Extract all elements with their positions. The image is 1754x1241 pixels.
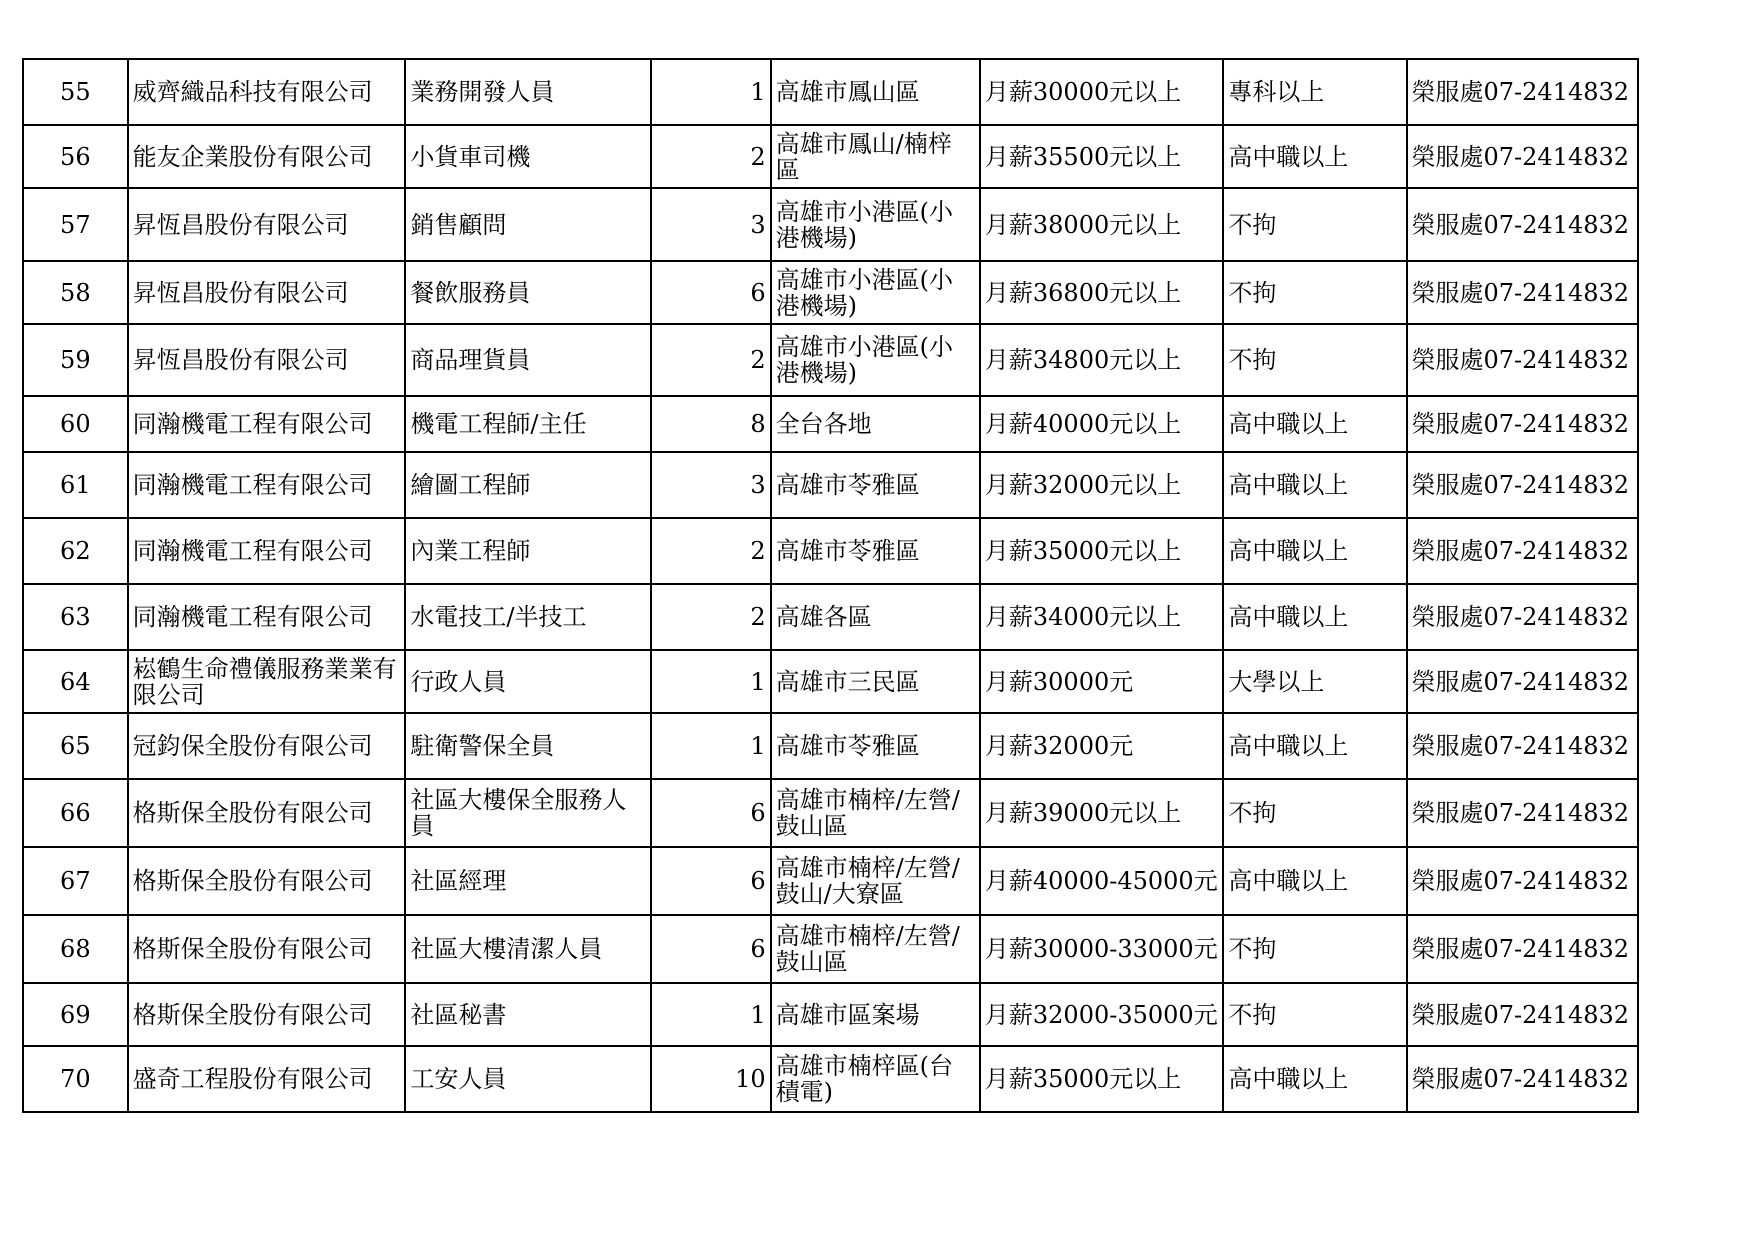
cell-openings: 1: [651, 650, 771, 713]
cell-company: 同瀚機電工程有限公司: [128, 584, 406, 650]
cell-salary: 月薪38000元以上: [980, 188, 1224, 261]
cell-education: 高中職以上: [1223, 518, 1406, 584]
table-row: [23, 59, 1638, 125]
table-row: [23, 518, 1638, 584]
table-row: [23, 396, 1638, 452]
cell-location: 高雄市三民區: [771, 650, 980, 713]
cell-education: 大學以上: [1223, 650, 1406, 713]
cell-openings: 10: [651, 1046, 771, 1112]
cell-job-title: 社區經理: [405, 847, 651, 915]
cell-salary: 月薪36800元以上: [980, 261, 1224, 324]
cell-salary: 月薪35000元以上: [980, 518, 1224, 584]
table-body: [23, 59, 1638, 1112]
cell-location: 高雄市鳳山區: [771, 59, 980, 125]
cell-company: 冠鈞保全股份有限公司: [128, 713, 406, 779]
cell-education: 不拘: [1223, 915, 1406, 983]
cell-number: 66: [23, 779, 128, 847]
cell-location: 高雄市苓雅區: [771, 713, 980, 779]
cell-education: 專科以上: [1223, 59, 1406, 125]
cell-company: 威齊織品科技有限公司: [128, 59, 406, 125]
cell-company: 能友企業股份有限公司: [128, 125, 406, 188]
cell-company: 格斯保全股份有限公司: [128, 915, 406, 983]
cell-contact: 榮服處07-2414832: [1407, 650, 1638, 713]
cell-education: 高中職以上: [1223, 847, 1406, 915]
cell-openings: 1: [651, 713, 771, 779]
cell-salary: 月薪40000-45000元: [980, 847, 1224, 915]
cell-company: 格斯保全股份有限公司: [128, 983, 406, 1046]
cell-number: 56: [23, 125, 128, 188]
cell-location: 高雄市楠梓/左營/鼓山區: [771, 915, 980, 983]
cell-job-title: 小貨車司機: [405, 125, 651, 188]
cell-job-title: 駐衛警保全員: [405, 713, 651, 779]
cell-education: 高中職以上: [1223, 396, 1406, 452]
cell-openings: 6: [651, 779, 771, 847]
cell-openings: 6: [651, 847, 771, 915]
cell-salary: 月薪35500元以上: [980, 125, 1224, 188]
cell-job-title: 商品理貨員: [405, 324, 651, 396]
cell-company: 昇恆昌股份有限公司: [128, 324, 406, 396]
cell-education: 高中職以上: [1223, 713, 1406, 779]
cell-job-title: 社區大樓清潔人員: [405, 915, 651, 983]
cell-salary: 月薪32000元: [980, 713, 1224, 779]
cell-salary: 月薪39000元以上: [980, 779, 1224, 847]
table-row: [23, 261, 1638, 324]
cell-number: 68: [23, 915, 128, 983]
cell-contact: 榮服處07-2414832: [1407, 983, 1638, 1046]
cell-contact: 榮服處07-2414832: [1407, 125, 1638, 188]
cell-salary: 月薪30000元: [980, 650, 1224, 713]
job-listing-table: [22, 58, 1639, 1113]
cell-education: 高中職以上: [1223, 1046, 1406, 1112]
cell-location: 高雄市苓雅區: [771, 518, 980, 584]
cell-contact: 榮服處07-2414832: [1407, 1046, 1638, 1112]
cell-contact: 榮服處07-2414832: [1407, 847, 1638, 915]
cell-contact: 榮服處07-2414832: [1407, 452, 1638, 518]
cell-contact: 榮服處07-2414832: [1407, 59, 1638, 125]
cell-location: 高雄市小港區(小港機場): [771, 261, 980, 324]
table-row: [23, 779, 1638, 847]
cell-salary: 月薪32000-35000元: [980, 983, 1224, 1046]
cell-contact: 榮服處07-2414832: [1407, 915, 1638, 983]
cell-contact: 榮服處07-2414832: [1407, 188, 1638, 261]
cell-company: 格斯保全股份有限公司: [128, 779, 406, 847]
cell-company: 格斯保全股份有限公司: [128, 847, 406, 915]
cell-salary: 月薪34800元以上: [980, 324, 1224, 396]
cell-company: 昇恆昌股份有限公司: [128, 261, 406, 324]
table-row: [23, 713, 1638, 779]
cell-number: 62: [23, 518, 128, 584]
cell-company: 同瀚機電工程有限公司: [128, 396, 406, 452]
cell-openings: 1: [651, 983, 771, 1046]
cell-location: 高雄市小港區(小港機場): [771, 324, 980, 396]
cell-location: 全台各地: [771, 396, 980, 452]
cell-education: 不拘: [1223, 261, 1406, 324]
cell-location: 高雄市區案場: [771, 983, 980, 1046]
cell-openings: 2: [651, 584, 771, 650]
cell-number: 67: [23, 847, 128, 915]
cell-job-title: 社區大樓保全服務人員: [405, 779, 651, 847]
cell-contact: 榮服處07-2414832: [1407, 779, 1638, 847]
cell-number: 58: [23, 261, 128, 324]
cell-number: 59: [23, 324, 128, 396]
cell-contact: 榮服處07-2414832: [1407, 584, 1638, 650]
cell-salary: 月薪30000元以上: [980, 59, 1224, 125]
cell-contact: 榮服處07-2414832: [1407, 713, 1638, 779]
table-row: [23, 584, 1638, 650]
cell-job-title: 水電技工/半技工: [405, 584, 651, 650]
cell-company: 同瀚機電工程有限公司: [128, 452, 406, 518]
cell-location: 高雄市小港區(小港機場): [771, 188, 980, 261]
cell-number: 65: [23, 713, 128, 779]
cell-openings: 1: [651, 59, 771, 125]
cell-company: 盛奇工程股份有限公司: [128, 1046, 406, 1112]
cell-contact: 榮服處07-2414832: [1407, 396, 1638, 452]
cell-contact: 榮服處07-2414832: [1407, 518, 1638, 584]
cell-salary: 月薪30000-33000元: [980, 915, 1224, 983]
cell-job-title: 行政人員: [405, 650, 651, 713]
cell-number: 57: [23, 188, 128, 261]
cell-openings: 8: [651, 396, 771, 452]
cell-location: 高雄市楠梓/左營/鼓山區: [771, 779, 980, 847]
table-row: [23, 983, 1638, 1046]
cell-openings: 6: [651, 915, 771, 983]
cell-location: 高雄市鳳山/楠梓區: [771, 125, 980, 188]
cell-job-title: 業務開發人員: [405, 59, 651, 125]
cell-education: 不拘: [1223, 779, 1406, 847]
cell-openings: 2: [651, 324, 771, 396]
cell-job-title: 銷售顧問: [405, 188, 651, 261]
cell-salary: 月薪40000元以上: [980, 396, 1224, 452]
cell-education: 高中職以上: [1223, 125, 1406, 188]
cell-education: 高中職以上: [1223, 584, 1406, 650]
cell-openings: 2: [651, 518, 771, 584]
cell-location: 高雄市苓雅區: [771, 452, 980, 518]
cell-job-title: 工安人員: [405, 1046, 651, 1112]
table-row: [23, 1046, 1638, 1112]
table-row: [23, 915, 1638, 983]
cell-number: 55: [23, 59, 128, 125]
table-row: [23, 324, 1638, 396]
table-row: [23, 188, 1638, 261]
table-row: [23, 650, 1638, 713]
cell-contact: 榮服處07-2414832: [1407, 261, 1638, 324]
cell-openings: 3: [651, 452, 771, 518]
cell-number: 70: [23, 1046, 128, 1112]
cell-job-title: 機電工程師/主任: [405, 396, 651, 452]
cell-number: 63: [23, 584, 128, 650]
cell-location: 高雄各區: [771, 584, 980, 650]
cell-openings: 2: [651, 125, 771, 188]
cell-job-title: 餐飲服務員: [405, 261, 651, 324]
table-row: [23, 125, 1638, 188]
table-row: [23, 847, 1638, 915]
cell-education: 不拘: [1223, 324, 1406, 396]
cell-education: 高中職以上: [1223, 452, 1406, 518]
cell-job-title: 繪圖工程師: [405, 452, 651, 518]
cell-salary: 月薪35000元以上: [980, 1046, 1224, 1112]
table-row: [23, 452, 1638, 518]
cell-job-title: 社區秘書: [405, 983, 651, 1046]
cell-contact: 榮服處07-2414832: [1407, 324, 1638, 396]
cell-salary: 月薪34000元以上: [980, 584, 1224, 650]
cell-number: 64: [23, 650, 128, 713]
cell-company: 同瀚機電工程有限公司: [128, 518, 406, 584]
cell-company: 昇恆昌股份有限公司: [128, 188, 406, 261]
cell-number: 61: [23, 452, 128, 518]
cell-company: 崧鶴生命禮儀服務業業有限公司: [128, 650, 406, 713]
cell-job-title: 內業工程師: [405, 518, 651, 584]
cell-openings: 6: [651, 261, 771, 324]
cell-number: 60: [23, 396, 128, 452]
cell-salary: 月薪32000元以上: [980, 452, 1224, 518]
cell-openings: 3: [651, 188, 771, 261]
cell-number: 69: [23, 983, 128, 1046]
cell-education: 不拘: [1223, 983, 1406, 1046]
cell-location: 高雄市楠梓區(台積電): [771, 1046, 980, 1112]
cell-education: 不拘: [1223, 188, 1406, 261]
cell-location: 高雄市楠梓/左營/鼓山/大寮區: [771, 847, 980, 915]
